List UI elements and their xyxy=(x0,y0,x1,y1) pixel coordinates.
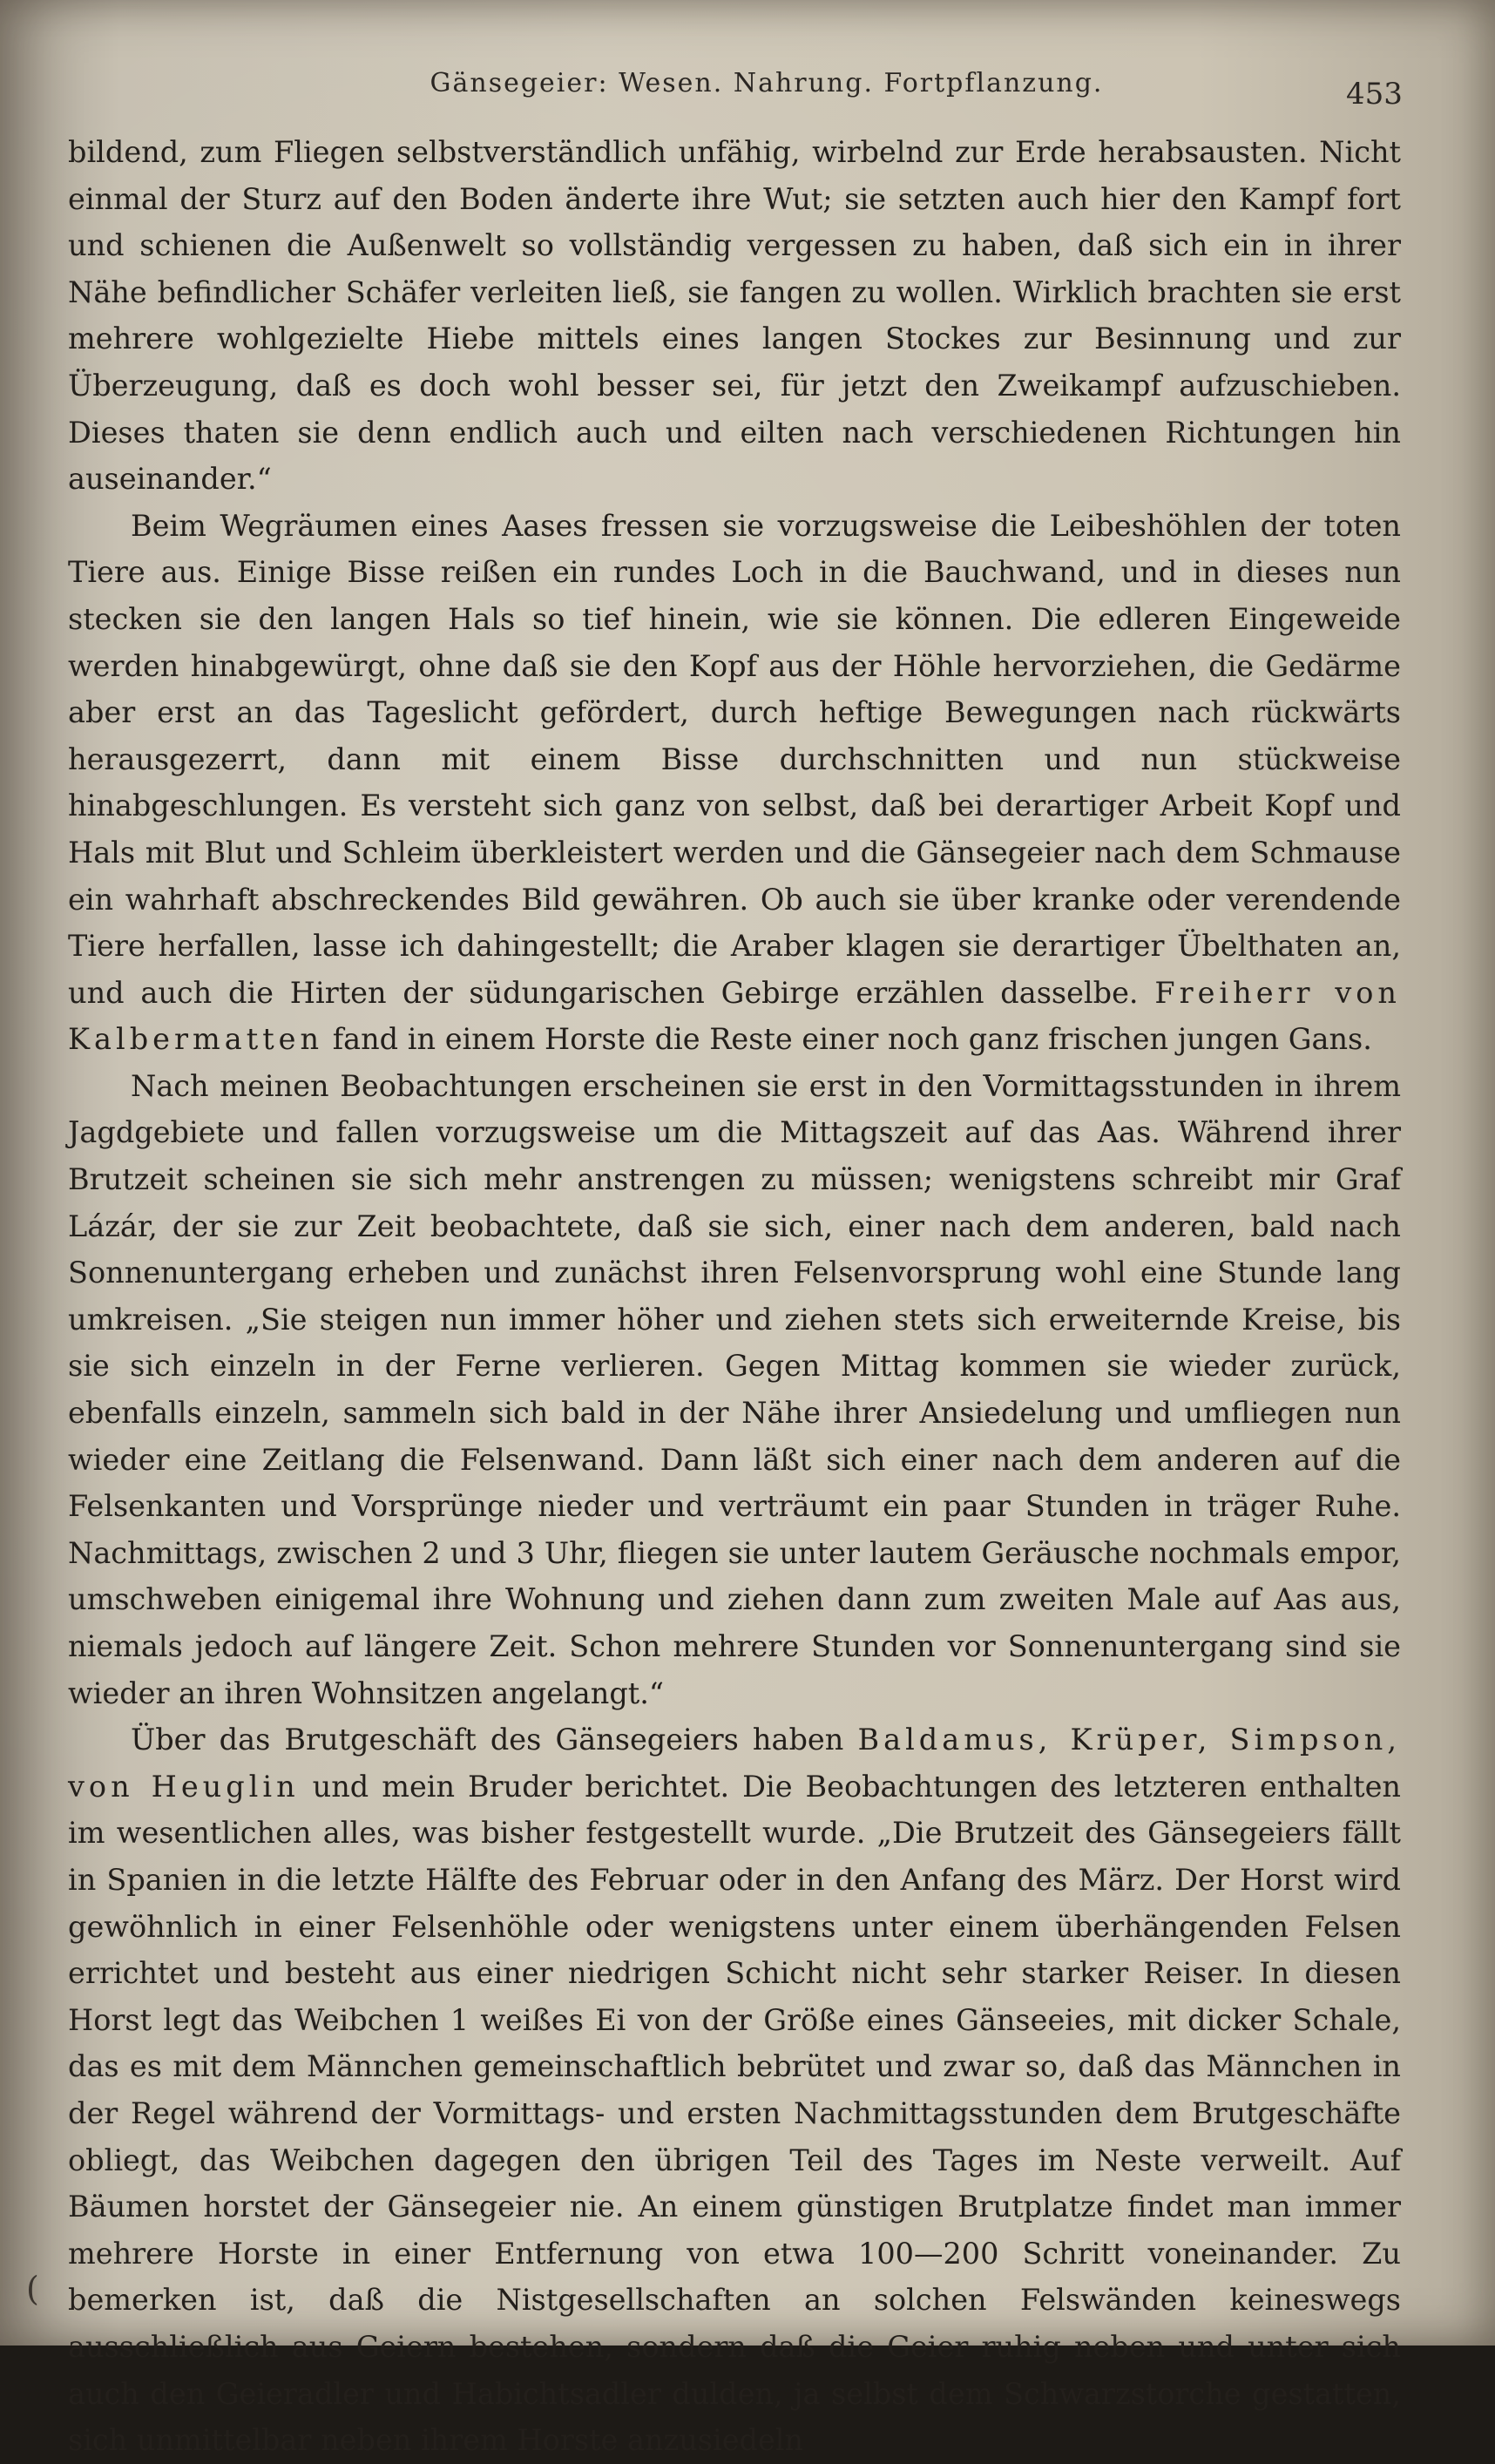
paragraph-2-spaced-name: Freiherr von Kalbermatten xyxy=(68,975,1402,1057)
margin-pencil-mark: ( xyxy=(26,2270,39,2308)
paragraph-3 xyxy=(68,1063,1401,1716)
paragraph-2 xyxy=(68,503,1401,1063)
paragraph-4-text-after: und mein Bruder berichtet. Die Beobachtungen des letzteren enthalten im wesentlichen alles, was bisher festgestellt wurde. „Die Brutzeit des Gänsegeiers fällt in Spanien in die letzte Hälfte des Februar oder in den Anfang des März. Der Horst wird gewöhnlich in einer Felsenhöhle oder wenigstens unter einem überhängenden Felsen errichtet und besteht aus einer niedrigen Schicht nicht sehr starker Reiser. In diesen Horst legt das Weibchen 1 weißes Ei von der Größe eines Gänseeies, mit dicker Schale, das es mit dem Männchen gemeinschaftlich bebrütet und zwar so, daß das Männchen in der Regel während der Vormittags- und ersten Nachmittagsstunden dem Brutgeschäfte obliegt, das Weibchen dagegen den übrigen Teil des Tages im Neste verweilt. Auf Bäumen horstet der Gänsegeier nie. An einem günstigen Brutplatze findet man immer mehrere Horste in einer Entfernung von etwa 100—200 Schritt voneinander. Zu bemerken ist, daß die Nistgesellschaften an solchen Felswänden keineswegs ausschließlich aus Geiern bestehen, sondern daß die Geier ruhig neben und unter sich auch den Geieradler und Habichtsadler dulden, ja selbst dem Schwarzstorche gestatten, sich unmittelbar neben ihrem Horste anzusiedeln xyxy=(68,1769,1401,2458)
paragraph-3-text: Nach meinen Beobachtungen erscheinen sie erst in den Vormittagsstunden in ihrem Jagdgebiete und fallen vorzugsweise um die Mittagszeit auf das Aas. Während ihrer Brutzeit scheinen sie sich mehr anstrengen zu müssen; wenigstens schreibt mir Graf Lázár, der sie zur Zeit beobachtete, daß sie sich, einer nach dem anderen, bald nach Sonnenuntergang erheben und zunächst ihren Felsenvorsprung wohl eine Stunde lang umkreisen. „Sie steigen nun immer höher und ziehen stets sich erweiternde Kreise, bis sie sich einzeln in der Ferne verlieren. Gegen Mittag kommen sie wieder zurück, ebenfalls einzeln, sammeln sich bald in der Nähe ihrer Ansiedelung und umfliegen nun wieder eine Zeitlang die Felsenwand. Dann läßt sich einer nach dem anderen auf die Felsenkanten und Vorsprünge nieder und verträumt ein paar Stunden in träger Ruhe. Nachmittags, zwischen 2 und 3 Uhr, fliegen sie unter lautem Geräusche nochmals empor, umschweben einigemal ihre Wohnung und ziehen dann zum zweiten Male auf Aas aus, niemals jedoch auf längere Zeit. Schon mehrere Stunden vor Sonnenuntergang sind sie wieder an ihren Wohnsitzen angelangt.“ xyxy=(68,1068,1401,1710)
paragraph-2-text: Beim Wegräumen eines Aases fressen sie vorzugsweise die Leibeshöhlen der toten Tiere aus. Einige Bisse reißen ein rundes Loch in die Bauchwand, und in dieses nun stecken sie den langen Hals so tief hinein, wie sie können. Die edleren Eingeweide werden hinabgewürgt, ohne daß sie den Kopf aus der Höhle hervorziehen, die Gedärme aber erst an das Tageslicht gefördert, durch heftige Bewegungen nach rückwärts herausgezerrt, dann mit einem Bisse durchschnitten und nun stückweise hinabgeschlungen. Es versteht sich ganz von selbst, daß bei derartiger Arbeit Kopf und Hals mit Blut und Schleim überkleistert werden und die Gänsegeier nach dem Schmause ein wahrhaft abschreckendes Bild gewähren. Ob auch sie über kranke oder verendende Tiere herfallen, lasse ich dahingestellt; die Araber klagen sie derartiger Übelthaten an, und auch die Hirten der südungarischen Gebirge erzählen dasselbe. xyxy=(68,508,1401,1010)
paragraph-2-text-after: fand in einem Horste die Reste einer noch ganz frischen jungen Gans. xyxy=(332,1022,1372,1057)
running-title: Gänsegeier: Wesen. Nahrung. Fortpflanzung. xyxy=(430,68,1104,98)
page-number: 453 xyxy=(1346,77,1403,112)
paragraph-4-spaced-names: Baldamus, Krüper, Simpson, von Heuglin xyxy=(68,1723,1401,1804)
paragraph-4-text: Über das Brutgeschäft des Gänsegeiers haben xyxy=(131,1723,844,1757)
paragraph-4 xyxy=(68,1716,1401,2464)
paragraph-1 xyxy=(68,129,1401,503)
body-text xyxy=(68,129,1401,2464)
paragraph-1-text: bildend, zum Fliegen selbstverständlich unfähig, wirbelnd zur Erde herabsausten. Nicht einmal der Sturz auf den Boden änderte ihre Wut; sie setzten auch hier den Kampf fort und schienen die Außenwelt so vollständig vergessen zu haben, daß sich ein in ihrer Nähe befindlicher Schäfer verleiten ließ, sie fangen zu wollen. Wirklich brachten sie erst mehrere wohlgezielte Hiebe mittels eines langen Stockes zur Besinnung und zur Überzeugung, daß es doch wohl besser sei, für jetzt den Zweikampf aufzuschieben. Dieses thaten sie denn endlich auch und eilten nach verschiedenen Richtungen hin auseinander.“ xyxy=(68,135,1401,497)
